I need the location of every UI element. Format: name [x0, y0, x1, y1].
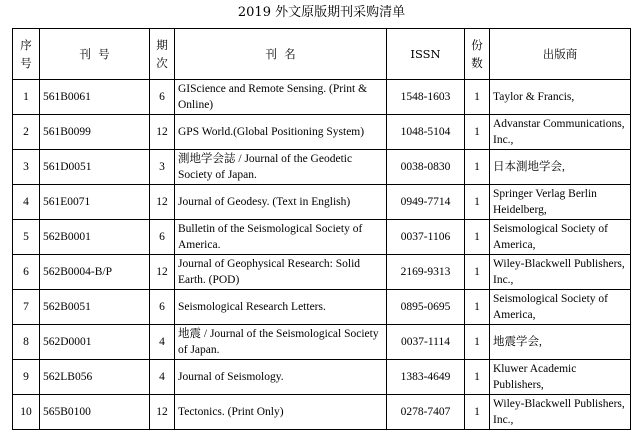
cell-publisher: 日本測地学会,: [490, 150, 631, 185]
cell-name: Bulletin of the Seismological Society of America.: [175, 220, 387, 255]
cell-no: 9: [13, 360, 40, 395]
table-row: [13, 115, 631, 150]
cell-issn: 0949-7714: [387, 185, 465, 220]
cell-name: Journal of Seismology.: [175, 360, 387, 395]
cell-issn: 0038-0830: [387, 150, 465, 185]
cell-name: Journal of Geodesy. (Text in English): [175, 185, 387, 220]
cell-issues: 12: [150, 395, 175, 430]
cell-publisher: Wiley-Blackwell Publishers, Inc.,: [490, 255, 631, 290]
cell-issues: 4: [150, 325, 175, 360]
cell-copies: 1: [465, 80, 490, 115]
table-row: [13, 150, 631, 185]
cell-name: GPS World.(Global Positioning System): [175, 115, 387, 150]
cell-no: 7: [13, 290, 40, 325]
cell-publisher: Taylor & Francis,: [490, 80, 631, 115]
cell-publisher: Kluwer Academic Publishers,: [490, 360, 631, 395]
cell-name: Tectonics. (Print Only): [175, 395, 387, 430]
cell-name: 地震 / Journal of the Seismological Society of Japan.: [175, 325, 387, 360]
cell-name: Seismological Research Letters.: [175, 290, 387, 325]
cell-no: 10: [13, 395, 40, 430]
cell-copies: 1: [465, 290, 490, 325]
header-seq: 序 号: [13, 29, 40, 80]
cell-code: 562B0004-B/P: [40, 255, 150, 290]
cell-code: 561B0099: [40, 115, 150, 150]
cell-publisher: Advanstar Communications, Inc.,: [490, 115, 631, 150]
cell-no: 6: [13, 255, 40, 290]
header-name: 刊 名: [175, 29, 387, 80]
cell-copies: 1: [465, 150, 490, 185]
periodicals-table: [12, 28, 631, 430]
cell-issues: 12: [150, 185, 175, 220]
cell-issn: 0278-7407: [387, 395, 465, 430]
cell-code: 562LB056: [40, 360, 150, 395]
header-issues: 期 次: [150, 29, 175, 80]
cell-code: 561E0071: [40, 185, 150, 220]
cell-code: 561D0051: [40, 150, 150, 185]
table-row: [13, 255, 631, 290]
table-row: [13, 80, 631, 115]
header-publisher: 出版商: [490, 29, 631, 80]
cell-code: 561B0061: [40, 80, 150, 115]
table-row: [13, 220, 631, 255]
cell-no: 1: [13, 80, 40, 115]
cell-issn: 1548-1603: [387, 80, 465, 115]
cell-issues: 6: [150, 290, 175, 325]
header-row: [13, 29, 631, 80]
cell-copies: 1: [465, 395, 490, 430]
cell-issn: 1383-4649: [387, 360, 465, 395]
table-row: [13, 395, 631, 430]
table-row: [13, 290, 631, 325]
header-code: 刊 号: [40, 29, 150, 80]
cell-code: 565B0100: [40, 395, 150, 430]
cell-copies: 1: [465, 325, 490, 360]
cell-publisher: Wiley-Blackwell Publishers, Inc.,: [490, 395, 631, 430]
cell-publisher: Seismological Society of America,: [490, 290, 631, 325]
cell-copies: 1: [465, 255, 490, 290]
cell-issn: 0037-1114: [387, 325, 465, 360]
cell-issn: 2169-9313: [387, 255, 465, 290]
table-row: [13, 185, 631, 220]
cell-issues: 4: [150, 360, 175, 395]
cell-publisher: Springer Verlag Berlin Heidelberg,: [490, 185, 631, 220]
cell-copies: 1: [465, 115, 490, 150]
cell-no: 4: [13, 185, 40, 220]
cell-issues: 3: [150, 150, 175, 185]
table-row: [13, 325, 631, 360]
cell-copies: 1: [465, 185, 490, 220]
page-title: 2019 外文原版期刊采购清单: [237, 5, 406, 20]
cell-name: Journal of Geophysical Research: Solid Earth. (POD): [175, 255, 387, 290]
cell-code: 562B0001: [40, 220, 150, 255]
cell-issues: 12: [150, 255, 175, 290]
cell-code: 562D0001: [40, 325, 150, 360]
cell-publisher: Seismological Society of America,: [490, 220, 631, 255]
cell-no: 2: [13, 115, 40, 150]
cell-issn: 0037-1106: [387, 220, 465, 255]
header-issn: ISSN: [387, 29, 465, 80]
header-copies: 份 数: [465, 29, 490, 80]
cell-issn: 0895-0695: [387, 290, 465, 325]
cell-no: 8: [13, 325, 40, 360]
cell-name: 測地学会誌 / Journal of the Geodetic Society of Japan.: [175, 150, 387, 185]
cell-issues: 6: [150, 220, 175, 255]
cell-issn: 1048-5104: [387, 115, 465, 150]
cell-no: 5: [13, 220, 40, 255]
cell-publisher: 地震学会,: [490, 325, 631, 360]
cell-no: 3: [13, 150, 40, 185]
cell-issues: 12: [150, 115, 175, 150]
cell-name: GIScience and Remote Sensing. (Print & Online): [175, 80, 387, 115]
cell-copies: 1: [465, 220, 490, 255]
cell-copies: 1: [465, 360, 490, 395]
cell-code: 562B0051: [40, 290, 150, 325]
cell-issues: 6: [150, 80, 175, 115]
table-row: [13, 360, 631, 395]
